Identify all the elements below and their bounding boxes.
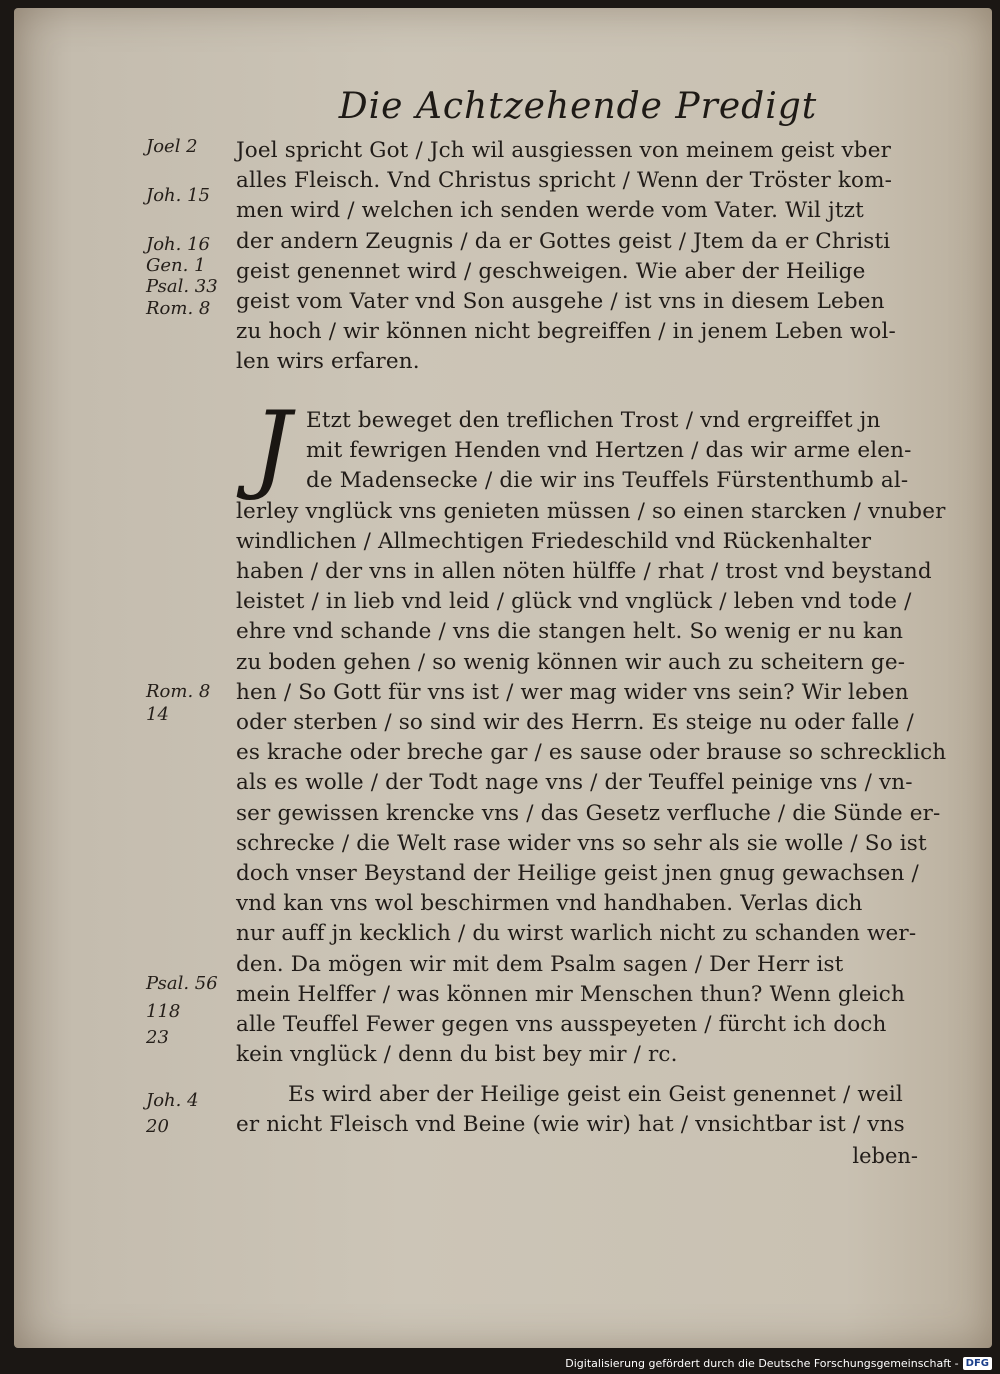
text-line: nur auff jn kecklich / du wirst warlich nicht zu schanden wer- xyxy=(236,921,917,947)
text-line: haben / der vns in allen nöten hülffe / rhat / trost vnd beystand xyxy=(236,559,932,584)
text-line: ehre vnd schande / vns die stangen helt. So wenig er nu kan xyxy=(236,619,904,645)
drop-cap-initial: J xyxy=(252,391,292,503)
text-line: ser gewissen krencke vns / das Gesetz verfluche / die Sünde er- xyxy=(236,800,941,826)
margin-note: 20 xyxy=(146,1116,169,1137)
margin-note: Rom. 8 xyxy=(146,298,211,319)
text-line: er nicht Fleisch vnd Beine (wie wir) hat / vnsichtbar ist / vns xyxy=(236,1112,905,1138)
margin-note: Rom. 8 xyxy=(146,681,211,702)
margin-note: 118 xyxy=(146,1001,181,1022)
catchword: leben- xyxy=(852,1144,918,1168)
text-line: doch vnser Beystand der Heilige geist jnen gnug gewachsen / xyxy=(236,861,919,886)
text-line: Etzt beweget den treflichen Trost / vnd ergreiffet jn xyxy=(306,408,881,433)
text-line: als es wolle / der Todt nage vns / der Teuffel peinige vns / vn- xyxy=(236,770,913,796)
text-line: vnd kan vns wol beschirmen vnd handhaben. Verlas dich xyxy=(236,891,863,917)
footer-text: Digitalisierung gefördert durch die Deutsche Forschungsgemeinschaft - xyxy=(565,1357,959,1370)
text-line: geist vom Vater vnd Son ausgehe / ist vns in diesem Leben xyxy=(236,289,885,314)
text-line: hen / So Gott für vns ist / wer mag wider vns sein? Wir leben xyxy=(236,679,909,705)
text-line: Es wird aber der Heilige geist ein Geist genennet / weil xyxy=(288,1082,903,1107)
margin-note: 14 xyxy=(146,704,169,725)
dfg-logo: DFG xyxy=(963,1357,992,1370)
text-line: zu hoch / wir können nicht begreiffen / in jenem Leben wol- xyxy=(236,319,896,345)
text-line: men wird / welchen ich senden werde vom Vater. Wil jtzt xyxy=(236,198,864,224)
text-line: mit fewrigen Henden vnd Hertzen / das wir arme elen- xyxy=(306,438,912,464)
margin-note: Joh. 4 xyxy=(146,1090,199,1111)
book-page xyxy=(14,8,992,1348)
margin-note: Psal. 56 xyxy=(146,973,218,994)
text-line: Joel spricht Got / Jch wil ausgiessen von meinem geist vber xyxy=(236,138,892,163)
text-line: geist genennet wird / geschweigen. Wie aber der Heilige xyxy=(236,258,866,284)
text-line: alle Teuffel Fewer gegen vns ausspeyeten / fürcht ich doch xyxy=(236,1012,887,1037)
text-line: len wirs erfaren. xyxy=(236,349,420,375)
margin-note: 23 xyxy=(146,1027,169,1048)
margin-note: Joh. 15 xyxy=(146,185,210,206)
footer-credit xyxy=(565,1357,992,1370)
text-line: den. Da mögen wir mit dem Psalm sagen / Der Herr ist xyxy=(236,951,844,977)
text-line: oder sterben / so sind wir des Herrn. Es steige nu oder falle / xyxy=(236,710,914,735)
text-line: zu boden gehen / so wenig können wir auch zu scheitern ge- xyxy=(236,649,906,675)
margin-note: Psal. 33 xyxy=(146,276,218,297)
margin-note: Gen. 1 xyxy=(146,255,206,276)
text-line: alles Fleisch. Vnd Christus spricht / Wenn der Tröster kom- xyxy=(236,168,893,194)
text-line: lerley vnglück vns genieten müssen / so einen starcken / vnuber xyxy=(236,498,946,524)
text-line: es krache oder breche gar / es sause oder brause so schrecklich xyxy=(236,740,947,766)
text-line: mein Helffer / was können mir Menschen thun? Wenn gleich xyxy=(236,981,905,1007)
text-line: de Madensecke / die wir ins Teuffels Fürstenthumb al- xyxy=(306,468,909,494)
margin-note: Joel 2 xyxy=(146,136,198,157)
text-line: leistet / in lieb vnd leid / glück vnd vnglück / leben vnd tode / xyxy=(236,589,912,615)
margin-note: Joh. 16 xyxy=(146,234,210,255)
text-line: schrecke / die Welt rase wider vns so sehr als sie wolle / So ist xyxy=(236,830,927,856)
text-line: kein vnglück / denn du bist bey mir / rc. xyxy=(236,1042,678,1068)
text-line: windlichen / Allmechtigen Friedeschild vnd Rückenhalter xyxy=(236,528,872,554)
page-title: Die Achtzehende Predigt xyxy=(338,86,818,127)
text-line: der andern Zeugnis / da er Gottes geist / Jtem da er Christi xyxy=(236,228,891,254)
